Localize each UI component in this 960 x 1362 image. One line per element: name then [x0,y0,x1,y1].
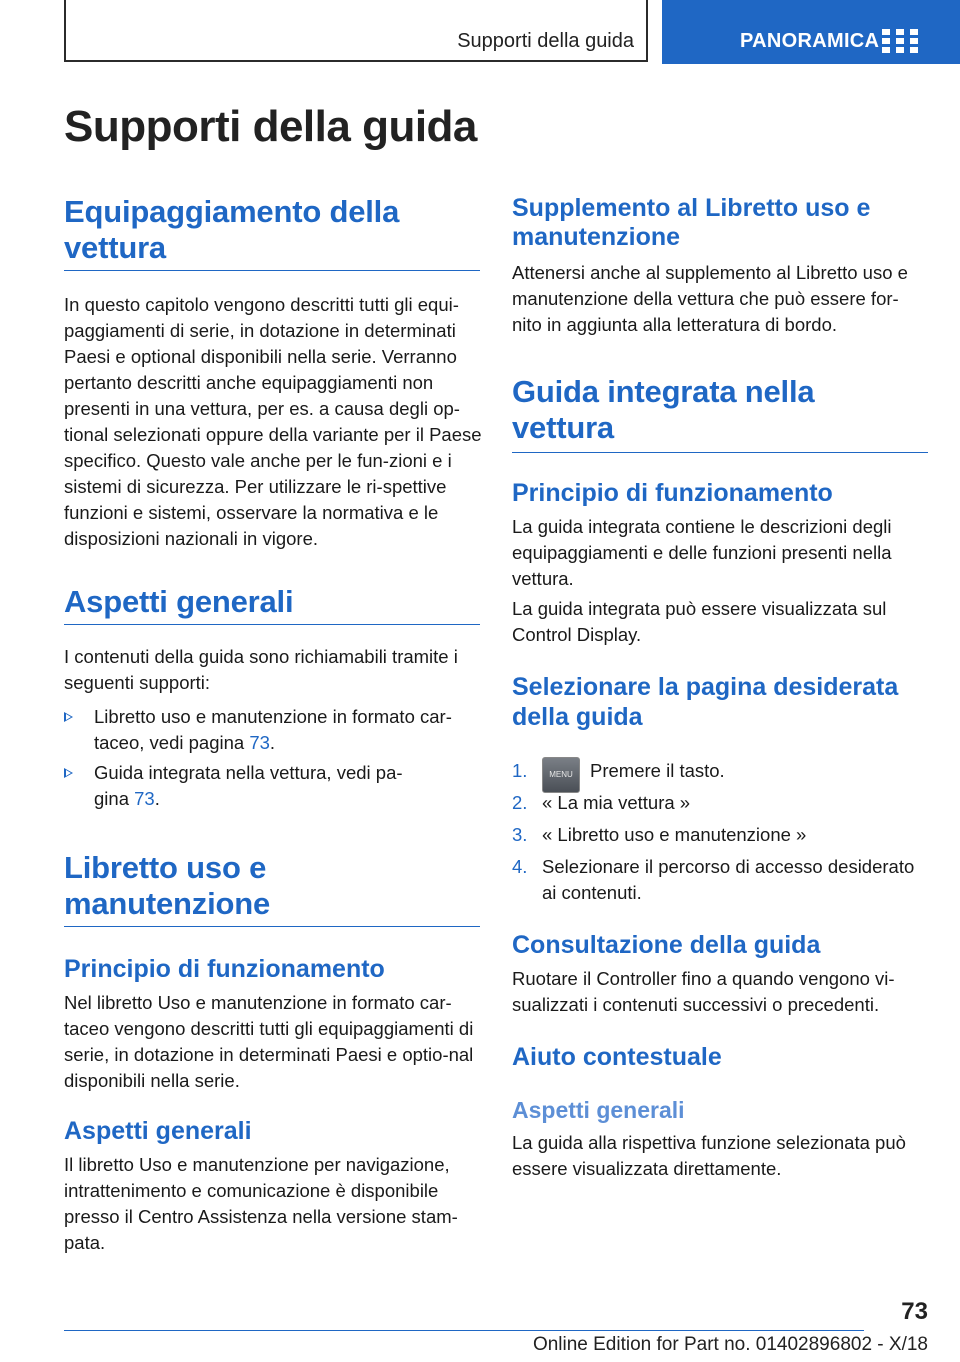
list-item: Guida integrata nella vettura, vedi pa-gina 73. [64,760,424,812]
heading-guida-integrata: Guida integrata nella vettura [512,374,815,445]
heading-selezionare-pagina: Selezionare la pagina desiderata della guida [512,673,899,731]
list-item: Libretto uso e manutenzione in formato car-taceo, vedi pagina 73. [64,704,482,756]
heading-aspetti-aiuto: Aspetti generali [512,1097,685,1123]
paragraph-principio-guida-2: La guida integrata può essere visualizzata sul Control Display. [512,598,887,645]
step-text: « Libretto uso e manutenzione » [542,824,807,845]
header-section-title: Supporti della guida [457,30,634,52]
footer-edition: Online Edition for Part no. 01402896802 - X/18 [532,1334,928,1355]
paragraph-aspetti-aiuto: La guida alla rispettiva funzione selezionata può essere visualizzata direttamente. [512,1132,906,1179]
triangle-bullet-icon [64,768,73,778]
list-item [512,822,928,850]
menu-button-icon: MENU [542,757,580,793]
heading-equipaggiamento: Equipaggiamento della vettura [64,194,400,265]
step-text: « La mia vettura » [542,792,691,813]
paragraph-aspetti-libretto: Il libretto Uso e manutenzione per navigazione, intrattenimento e comunicazione è disponibile presso il Centro Assistenza nella versione stam-pata. [64,1154,458,1253]
step-number: 2. [512,792,528,813]
page-title: Supporti della guida [64,102,477,151]
heading-rule [64,624,480,625]
step-text: Selezionare il percorso di accesso desiderato ai contenuti. [542,856,915,903]
list-item [512,790,928,818]
paragraph-consultazione: Ruotare il Controller fino a quando vengono vi-sualizzati i contenuti successivi o precedenti. [512,968,895,1015]
page-link[interactable]: 73 [134,788,155,809]
paragraph-aspetti-generali: I contenuti della guida sono richiamabili tramite i seguenti supporti: [64,646,458,693]
heading-rule [512,452,928,453]
heading-consultazione: Consultazione della guida [512,931,821,959]
list-item [512,854,928,906]
grid-icon [882,29,922,53]
list-item-text: Libretto uso e manutenzione in formato car-taceo, vedi pagina [94,706,452,753]
paragraph-equipaggiamento: In questo capitolo vengono descritti tutti gli equi-paggiamenti di serie, in dotazione in determinati Paesi e optional disponibili nella serie. Verranno pertanto descritti anche equipaggiamenti non presenti in una vettura, per es. a causa degli op-tional selezionati oppure della variante per il Paese specifico. Questo vale anche per le fun-zioni e i sistemi di sicurezza. Per utilizzare le ri-spettive funzioni e sistemi, osservare la normativa e le disposizioni nazionali in vigore. [64,294,482,549]
heading-libretto: Libretto uso e manutenzione [64,850,271,921]
header-section-box [64,0,648,62]
page-number: 73 [901,1298,928,1325]
list-item [512,758,928,786]
heading-aspetti-generali: Aspetti generali [64,584,294,619]
paragraph-supplemento: Attenersi anche al supplemento al Libretto uso e manutenzione della vettura che può essere for-nito in aggiunta alla letteratura di bordo. [512,262,908,335]
footer-rule [64,1330,864,1331]
heading-supplemento: Supplemento al Libretto uso e manutenzione [512,194,871,251]
heading-rule [64,926,480,927]
page-link[interactable]: 73 [249,732,270,753]
step-number: 1. [512,760,528,781]
step-number: 3. [512,824,528,845]
header-chapter-title: PANORAMICA [740,30,880,52]
heading-principio-libretto: Principio di funzionamento [64,955,385,983]
heading-aspetti-libretto: Aspetti generali [64,1117,252,1145]
triangle-bullet-icon [64,712,73,722]
heading-aiuto-contestuale: Aiuto contestuale [512,1043,722,1071]
step-number: 4. [512,856,528,877]
list-item-text: Guida integrata nella vettura, vedi pa-gina [94,762,403,809]
paragraph-principio-guida-1: La guida integrata contiene le descrizioni degli equipaggiamenti e delle funzioni presenti nella vettura. [512,516,892,589]
heading-principio-guida: Principio di funzionamento [512,479,833,507]
step-text: Premere il tasto. [590,760,725,781]
heading-rule [64,270,480,271]
paragraph-principio-libretto: Nel libretto Uso e manutenzione in formato car-taceo vengono descritti tutti gli equipaggiamenti di serie, in dotazione in determinati Paesi e optio-nal disponibili nella serie. [64,992,474,1091]
